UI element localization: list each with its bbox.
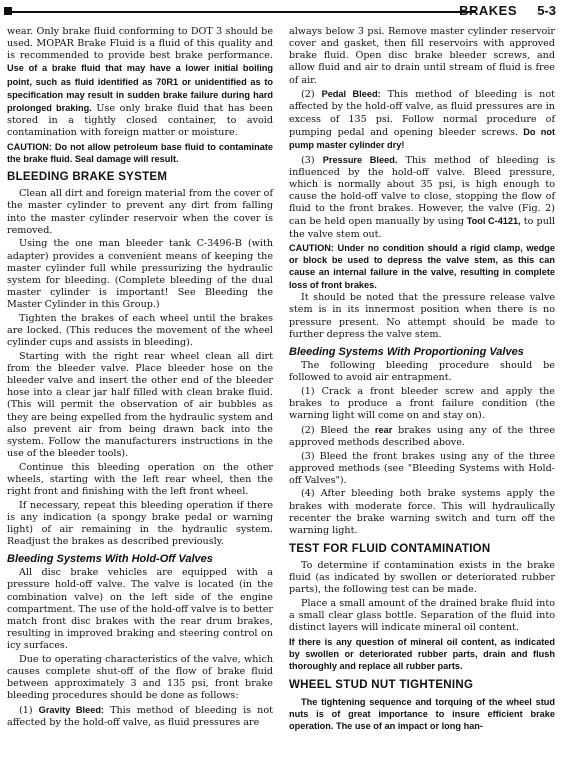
heading-proportioning-valves: Bleeding Systems With Proportioning Valves <box>289 345 524 358</box>
pressure-bleed-text: This method of bleeding is influenced by the hold-off valve. Bleed pressure, which is normally about 35 psi, is high enough to cause the hold-off valve to close, stopping the flow of fluid to the front brakes. However, the valve (Fig. 2) can be held open manually by using <box>289 154 555 228</box>
heading-hold-off-valves: Bleeding Systems With Hold-Off Valves <box>7 553 213 566</box>
paragraph-tightening-sequence: The tightening sequence and torquing of the wheel stud nuts is of great importance to insure efficient brake operation. The use of an impact or long han- <box>289 696 555 731</box>
step-2-rear: rear <box>369 424 393 435</box>
page-number: 5-3 <box>537 3 556 18</box>
paragraph-procedure-intro: The following bleeding procedure should be followed to avoid air entrapment. <box>289 359 555 384</box>
pedal-bleed-warning: Do not pump master cylinder dry! <box>289 126 555 150</box>
header-rule <box>5 11 476 13</box>
paragraph-continue: Continue this bleeding operation on the other wheels, starting with the left rear wheel, then the right front and finishing with the left front wheel. <box>7 461 273 497</box>
paragraph-step-1: (1) Crack a front bleeder screw and apply the brakes to produce a front failure condition (the warning light will come on and stay on). <box>289 385 555 422</box>
paragraph-operating-characteristics: Due to operating characteristics of the valve, which causes complete shut-off of the flow of brake fluid between approximately 3 and 135 psi, front brake bleeding procedures should be done as follows: <box>7 653 273 702</box>
paragraph-gravity-continued: always below 3 psi. Remove master cylinder reservoir cover and gasket, then fill reservoirs with approved brake fluid. Open disc brake bleeder screws, and allow fluid and air to drain until stream of fluid is free of air. <box>289 26 555 86</box>
fluid-spec-text: wear. Only brake fluid conforming to DOT 3 should be used. MOPAR Brake Fluid is a fluid of this quality and is recommended to provide best brake performance. <box>7 26 273 62</box>
step-number: (2) <box>301 89 322 101</box>
paragraph-bleeder-tank: Using the one man bleeder tank C-3496-B (with adapter) provides a convenient means of keeping the master cylinder full while pressurizing the hydraulic system for bleeding. (Complete bleeding of the dual master cylinder is important! See Bleeding the Master Cylinder in this Group.) <box>7 238 273 311</box>
right-column <box>289 26 555 733</box>
section-title: BRAKES <box>459 3 517 18</box>
step-2-text-a: (2) Bleed the <box>301 424 370 436</box>
paragraph-fluid-spec <box>7 26 273 139</box>
pedal-bleed-label: Pedal Bleed: <box>321 89 381 100</box>
left-column <box>7 26 273 731</box>
paragraph-valve-stem: It should be noted that the pressure release valve stem is in its innermost position when there is no pressure present. No attempt should be made to further depress the valve stem. <box>289 292 555 340</box>
paragraph-right-rear: Starting with the right rear wheel clean all dirt from the bleeder valve. Place bleeder hose on the bleeder valve and insert the other end of the bleeder hose into a clear jar half filled with clean brake fluid. (This will permit the observation of air bubbles as they are being expelled from the hydraulic system and also prevent air from being drawn back into the system. Follow the manufacturers instructions in the use of the bleeder tools). <box>7 350 273 459</box>
step-number: (1) <box>19 704 39 716</box>
step-number: (3) <box>301 154 323 166</box>
paragraph-contamination-test: To determine if contamination exists in the brake fluid (as indicated by swollen or deteriorated rubber parts), the following test can be made. <box>289 560 555 596</box>
fluid-storage-text: Use only brake fluid that has been stored in a tightly closed container, to avoid contamination with foreign matter or moisture. <box>7 102 273 139</box>
paragraph-repeat: If necessary, repeat this bleeding operation if there is any indication (a spongy brake pedal or warning light) of air remaining in the hydraulic system. Readjust the brakes as described previously. <box>7 499 273 548</box>
heading-wheel-stud-nut: WHEEL STUD NUT TIGHTENING <box>289 678 474 691</box>
paragraph-gravity-bleed <box>7 704 273 729</box>
caution-rigid-clamp: CAUTION: Under no condition should a rigid clamp, wedge or block be used to depress the valve stem, as this can cause an internal failure in the valve, resulting in complete loss of front brakes. <box>289 243 555 290</box>
pressure-bleed-end: to pull the valve stem out. <box>289 216 556 240</box>
pedal-bleed-text: This method of bleeding is not affected by the hold-off valve, as fluid pressures are in excess of 135 psi. Follow normal procedure of pumping pedal and opening bleeder screws. <box>289 89 555 138</box>
paragraph-step-4: (4) After bleeding both brake systems apply the brakes with moderate force. This will hydraulically recenter the brake warning switch and turn off the warning light. <box>289 488 555 536</box>
gravity-bleed-label: Gravity Bleed: <box>38 704 104 715</box>
paragraph-clean-cover: Clean all dirt and foreign material from the cover of the master cylinder to prevent any dirt from falling into the master cylinder reservoir when the cover is removed. <box>7 188 273 236</box>
paragraph-pressure-bleed <box>289 154 555 241</box>
paragraph-glass-bottle: Place a small amount of the drained brake fluid into a small clear glass bottle. Separation of the fluid into distinct layers will indicate mineral oil content. <box>289 598 555 634</box>
paragraph-step-2 <box>289 424 555 449</box>
step-2-text-b: brakes using any of the three approved methods described above. <box>289 424 556 448</box>
heading-bleeding-brake-system: BLEEDING BRAKE SYSTEM <box>7 171 168 184</box>
paragraph-mineral-oil-warning: If there is any question of mineral oil content, as indicated by swollen or deteriorated rubber parts, drain and flush thoroughly and replace all rubber parts. <box>289 637 555 672</box>
paragraph-step-3: (3) Bleed the front brakes using any of the three approved methods (see "Bleeding Systems with Hold-off Valves"). <box>289 450 555 486</box>
caution-petroleum: CAUTION: Do not allow petroleum base fluid to contaminate the brake fluid. Seal damage will result. <box>7 141 273 165</box>
paragraph-pedal-bleed <box>289 88 555 152</box>
paragraph-tighten-brakes: Tighten the brakes of each wheel until the brakes are locked. (This reduces the movement of the wheel cylinder cups and assists in bleeding). <box>7 312 273 349</box>
fluid-warning-text: Use of a brake fluid that may have a lower initial boiling point, such as fluid identified as 70R1 or unidentified as to specification may result in sudden brake failure during hard prolonged braking. <box>7 63 273 113</box>
page-header <box>0 0 566 26</box>
tool-reference: Tool C-4121, <box>464 216 521 227</box>
pressure-bleed-label: Pressure Bleed. <box>322 154 398 165</box>
heading-fluid-contamination: TEST FOR FLUID CONTAMINATION <box>289 543 491 556</box>
gravity-bleed-text: This method of bleeding is not affected by the hold-off valve, as fluid pressures are <box>7 704 273 729</box>
paragraph-hold-off-valve: All disc brake vehicles are equipped with a pressure hold-off valve. The valve is located (in the combination valve) on the left side of the engine compartment. The use of the hold-off valve is to better match front disc brakes with the rear drum brakes, resulting in improved braking and steering control on icy surfaces. <box>7 567 273 652</box>
